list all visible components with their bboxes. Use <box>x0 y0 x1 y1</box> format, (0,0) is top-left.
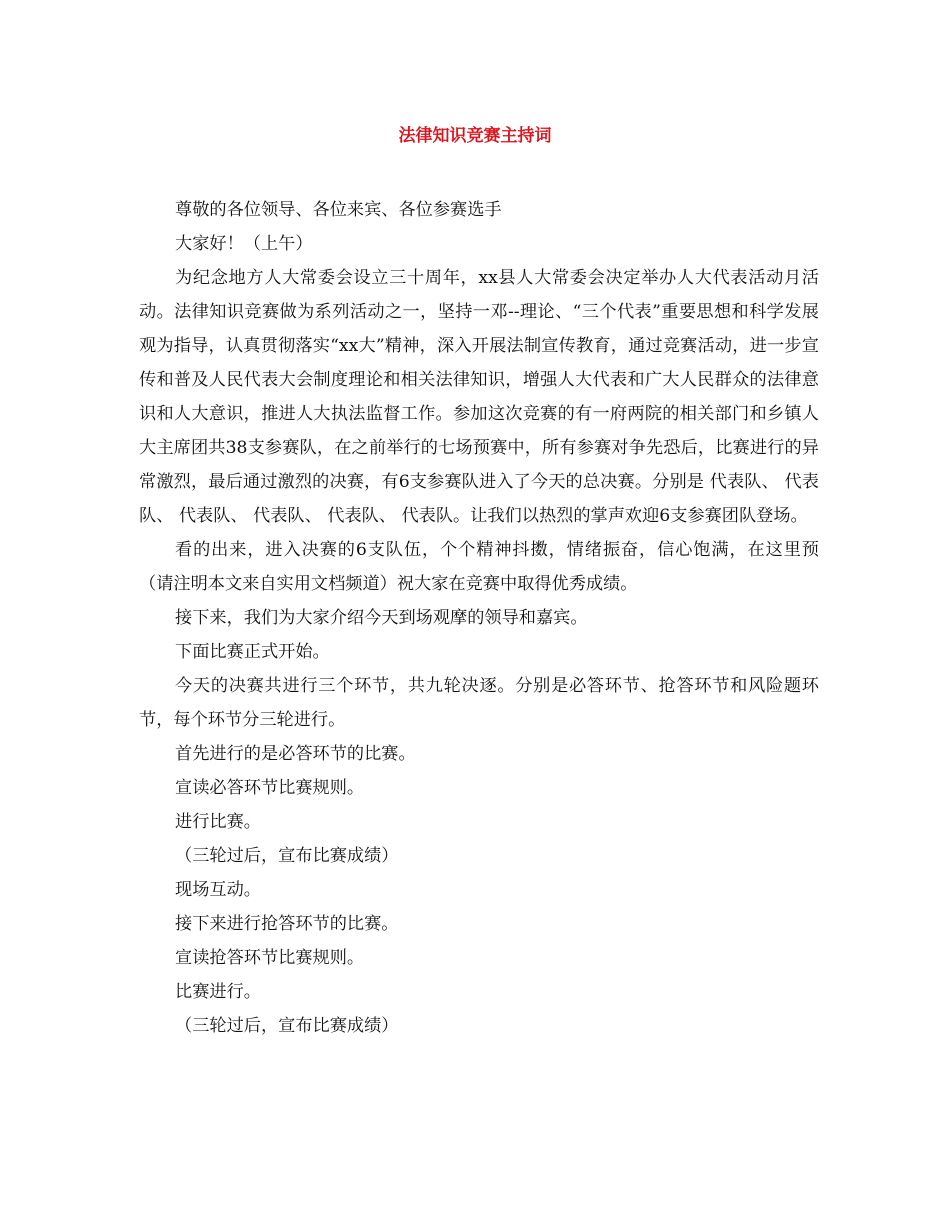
document-body <box>139 193 819 1043</box>
document-title: 法律知识竞赛主持词 <box>398 126 552 146</box>
paragraph-buzzer-rules: 宣读抢答环节比赛规则。 <box>175 948 365 968</box>
paragraph-wishes: 看的出来，进入决赛的6支队伍，个个精神抖擞，情绪振奋，信心饱满，在这里预（请注明本文来自实用文档频道）祝大家在竞赛中取得优秀成绩。 <box>139 540 819 594</box>
paragraph-required-round: 首先进行的是必答环节的比赛。 <box>175 744 416 764</box>
paragraph-start: 下面比赛正式开始。 <box>175 642 330 662</box>
paragraph-required-rules: 宣读必答环节比赛规则。 <box>175 778 365 798</box>
paragraph-buzzer-play: 比赛进行。 <box>175 982 261 1002</box>
paragraph-salutation: 尊敬的各位领导、各位来宾、各位参赛选手 <box>175 200 502 220</box>
paragraph-greeting: 大家好！（上午） <box>175 234 313 254</box>
paragraph-buzzer-results: （三轮过后，宣布比赛成绩） <box>175 1016 399 1036</box>
paragraph-interaction: 现场互动。 <box>175 880 261 900</box>
paragraph-required-results: （三轮过后，宣布比赛成绩） <box>175 846 399 866</box>
paragraph-buzzer-round: 接下来进行抢答环节的比赛。 <box>175 914 399 934</box>
paragraph-guests: 接下来，我们为大家介绍今天到场观摩的领导和嘉宾。 <box>175 608 588 628</box>
paragraph-required-play: 进行比赛。 <box>175 812 261 832</box>
paragraph-introduction: 为纪念地方人大常委会设立三十周年，xx县人大常委会决定举办人大代表活动月活动。法律知识竞赛做为系列活动之一，坚持一邓--理论、“三个代表”重要思想和科学发展观为指导，认真贯彻落实“xx大”精神，深入开展法制宣传教育，通过竞赛活动，进一步宣传和普及人民代表大会制度理论和相关法律知识，增强人大代表和广大人民群众的法律意识和人大意识，推进人大执法监督工作。参加这次竞赛的有一府两院的相关部门和乡镇人大主席团共38支参赛队，在之前举行的七场预赛中，所有参赛对争先恐后，比赛进行的异常激烈，最后通过激烈的决赛，有6支参赛队进入了今天的总决赛。分别是 代表队、 代表队、 代表队、 代表队、 代表队、 代表队。让我们以热烈的掌声欢迎6支参赛团队登场。 <box>139 268 819 526</box>
paragraph-format: 今天的决赛共进行三个环节，共九轮决逐。分别是必答环节、抢答环节和风险题环节，每个环节分三轮进行。 <box>139 676 819 730</box>
